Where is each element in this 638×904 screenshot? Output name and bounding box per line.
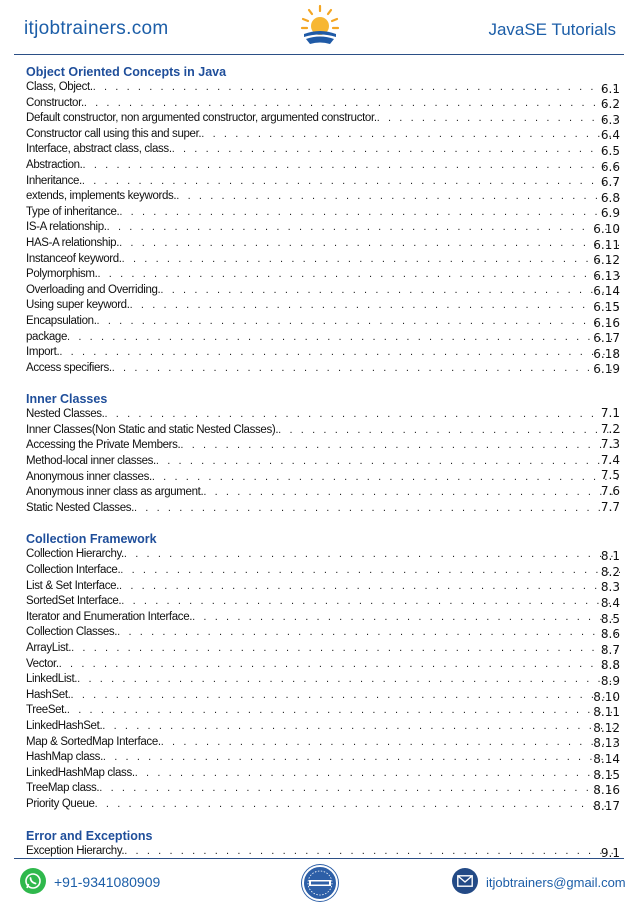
toc-entry [26, 797, 620, 813]
toc-entry [26, 766, 620, 782]
toc-page-number: 8.9 [600, 673, 620, 688]
section-gap [26, 813, 620, 828]
dot-leader [130, 298, 620, 314]
dot-leader [122, 252, 620, 268]
toc-page-number: 6.8 [600, 190, 620, 205]
toc-page-number: 7.4 [600, 452, 620, 467]
toc-entry-label: Overloading and Overriding. [26, 283, 161, 296]
toc-entry [26, 189, 620, 205]
toc-entry-label: Method-local inner classes. [26, 455, 156, 468]
toc-page-number: 6.12 [593, 253, 620, 268]
toc-entry-label: Constructor call using this and super. [26, 127, 202, 140]
toc-entry [26, 470, 620, 486]
section-title: Collection Framework [26, 532, 157, 547]
toc-page-number: 8.8 [600, 658, 620, 673]
toc-entry-label: ArrayList. [26, 642, 72, 654]
toc-entry-label: Instanceof keyword. [26, 252, 122, 265]
dot-leader [71, 688, 620, 704]
toc-entry [26, 314, 620, 330]
toc-page-number: 6.16 [593, 315, 620, 330]
dot-leader [172, 142, 620, 158]
toc-page-number: 6.5 [600, 143, 620, 158]
toc-entry-label: Access specifiers. [26, 361, 112, 374]
dot-leader [107, 220, 620, 236]
toc-entry [26, 298, 620, 314]
toc-entry [26, 267, 620, 283]
toc-page-number: 8.14 [593, 751, 620, 766]
dot-leader [82, 174, 620, 190]
toc-entry-label: Collection Interface. [26, 564, 121, 577]
dot-leader [156, 454, 620, 470]
series-title: JavaSE Tutorials [488, 20, 616, 39]
toc-section [26, 828, 620, 860]
toc-page-number: 7.6 [600, 483, 620, 498]
toc-page-number: 6.18 [593, 346, 620, 361]
toc-entry-label: Using super keyword. [26, 299, 130, 312]
page-header [0, 0, 638, 56]
toc-entry [26, 844, 620, 860]
site-name: itjobtrainers.com [24, 18, 169, 39]
dot-leader [77, 672, 620, 688]
toc-page-number: 6.19 [593, 362, 620, 377]
toc-page-number: 8.2 [600, 564, 620, 579]
dot-leader [278, 423, 620, 439]
dot-leader [119, 205, 620, 221]
dot-leader [161, 735, 620, 751]
dot-leader [180, 438, 620, 454]
dot-leader [121, 594, 620, 610]
dot-leader [59, 345, 620, 361]
toc-entry-label: Polymorphism. [26, 268, 98, 281]
dot-leader [103, 750, 620, 766]
section-title: Object Oriented Concepts in Java [26, 65, 227, 79]
toc-entry-label: Collection Classes. [26, 626, 118, 639]
toc-entry [26, 579, 620, 595]
toc-entry-label: Accessing the Private Members. [26, 439, 181, 452]
toc-entry [26, 625, 620, 641]
toc-entry-label: Import. [26, 346, 60, 359]
toc-entry-label: Encapsulation. [26, 314, 97, 327]
toc-entry-label: HashSet. [26, 688, 71, 701]
toc-page-number: 8.6 [600, 627, 620, 642]
toc-entry [26, 547, 620, 563]
toc-page-number: 8.15 [593, 767, 620, 782]
toc-entry [26, 563, 620, 579]
toc-entry-label: Vector. [26, 657, 59, 670]
email-address: itjobtrainers@gmail.com [486, 875, 626, 890]
toc-page-number: 7.7 [600, 499, 620, 514]
toc-page-number: 8.4 [600, 595, 620, 610]
dot-leader [117, 625, 620, 641]
toc-entry-label: HAS-A relationship. [26, 236, 120, 249]
toc-entry [26, 610, 620, 626]
toc-entry-label: extends, implements keywords. [26, 190, 177, 203]
toc-entry-label: Iterator and Enumeration Interface. [26, 610, 193, 623]
toc-entry-label: Class, Object. [26, 81, 93, 93]
header-divider [14, 54, 624, 55]
dot-leader [95, 797, 620, 813]
toc-entry-label: Static Nested Classes. [26, 501, 134, 514]
toc-page-number: 8.7 [600, 642, 620, 657]
toc-entry [26, 205, 620, 221]
toc-entry-label: Inner Classes(Non Static and static Nested Classes). [26, 423, 279, 436]
toc-entry [26, 330, 620, 346]
toc-entry [26, 641, 620, 657]
toc-page-number: 6.14 [593, 284, 620, 299]
toc-entry-label: TreeSet. [26, 704, 67, 717]
dot-leader [176, 189, 620, 205]
toc-page-number: 8.16 [593, 783, 620, 798]
toc-page-number: 6.6 [600, 159, 620, 174]
toc-page-number: 8.10 [593, 689, 620, 704]
toc-page-number: 8.1 [600, 549, 620, 564]
dot-leader [203, 485, 620, 501]
toc-entry-label: Map & SortedMap Interface. [26, 735, 161, 748]
toc-page-number: 8.17 [593, 798, 620, 813]
dot-leader [102, 719, 620, 735]
dot-leader [120, 563, 620, 579]
toc-page-number: 8.5 [600, 611, 620, 626]
toc-entry [26, 657, 620, 673]
toc-page-number: 6.11 [593, 237, 620, 252]
mail-icon [452, 868, 478, 894]
toc-entry [26, 80, 620, 96]
toc-section [26, 391, 620, 516]
toc-entry-label: Abstraction. [26, 158, 83, 171]
toc-entry-label: HashMap class. [26, 751, 103, 764]
toc-page-number: 8.3 [600, 580, 620, 595]
toc-entry-label: LinkedHashSet. [26, 719, 103, 732]
dot-leader [119, 579, 620, 595]
dot-leader [67, 703, 620, 719]
whatsapp-icon [20, 868, 46, 894]
toc-entry-label: LinkedList. [26, 673, 78, 686]
footer-divider [14, 858, 624, 859]
toc-entry-label: LinkedHashMap class. [26, 766, 135, 779]
toc-entry [26, 96, 620, 112]
toc-page-number: 8.13 [593, 736, 620, 751]
toc-page-number: 6.1 [600, 81, 620, 96]
toc-entry-label: Constructor. [26, 96, 84, 109]
dot-leader [97, 314, 620, 330]
toc-entry [26, 127, 620, 143]
dot-leader [93, 80, 620, 96]
table-of-contents [26, 64, 620, 859]
dot-leader [67, 330, 620, 346]
toc-entry-label: Default constructor, non argumented constructor, argumented constructor. [26, 112, 377, 125]
toc-page-number: 7.2 [600, 421, 620, 436]
toc-page-number: 6.9 [600, 206, 620, 221]
dot-leader [71, 641, 620, 657]
toc-entry [26, 407, 620, 423]
toc-entry [26, 688, 620, 704]
toc-entry-label: Collection Hierarchy. [26, 548, 124, 561]
toc-entry [26, 750, 620, 766]
toc-page-number: 6.4 [600, 128, 620, 143]
toc-entry [26, 781, 620, 797]
dot-leader [59, 657, 620, 673]
dot-leader [119, 236, 620, 252]
toc-entry [26, 142, 620, 158]
dot-leader [152, 470, 620, 486]
toc-entry-label: List & Set Interface. [26, 579, 120, 592]
toc-entry [26, 703, 620, 719]
toc-entry-label: Nested Classes. [26, 408, 105, 421]
toc-page-number: 6.2 [600, 97, 620, 112]
toc-page-number: 8.12 [593, 720, 620, 735]
dot-leader [104, 407, 620, 423]
dot-leader [124, 844, 620, 860]
page-footer [0, 862, 638, 897]
toc-section [26, 64, 620, 376]
dot-leader [160, 283, 620, 299]
section-gap [26, 376, 620, 391]
toc-entry-label: TreeMap class. [26, 782, 100, 795]
toc-entry [26, 158, 620, 174]
toc-page-number: 7.5 [600, 468, 620, 483]
dot-leader [135, 766, 620, 782]
toc-entry [26, 485, 620, 501]
sun-logo-icon [300, 4, 340, 48]
toc-entry [26, 220, 620, 236]
toc-page-number: 6.7 [600, 175, 620, 190]
toc-entry [26, 438, 620, 454]
toc-entry-label: Priority Queue [26, 797, 95, 810]
toc-page-number: 6.3 [600, 112, 620, 127]
toc-entry [26, 719, 620, 735]
toc-entry-label: Interface, abstract class, class. [26, 143, 172, 156]
section-title: Error and Exceptions [26, 828, 153, 843]
toc-entry [26, 594, 620, 610]
toc-page-number: 6.13 [593, 268, 620, 283]
dot-leader [84, 96, 620, 112]
toc-entry [26, 501, 620, 517]
toc-page-number: 7.1 [600, 405, 620, 420]
certified-stamp-icon [302, 865, 338, 901]
toc-entry-label: package [26, 330, 68, 343]
toc-section [26, 531, 620, 812]
dot-leader [201, 127, 620, 143]
toc-entry-label: IS-A relationship. [26, 221, 107, 234]
toc-entry [26, 454, 620, 470]
section-title: Inner Classes [26, 392, 108, 407]
toc-entry-label: Anonymous inner class as argument. [26, 486, 204, 499]
toc-page-number: 7.3 [600, 437, 620, 452]
dot-leader [124, 547, 620, 563]
toc-entry-label: SortedSet Interface. [26, 595, 122, 608]
toc-entry [26, 111, 620, 127]
toc-entry [26, 174, 620, 190]
toc-entry [26, 423, 620, 439]
dot-leader [192, 610, 620, 626]
toc-entry [26, 735, 620, 751]
toc-page-number: 9.1 [600, 846, 620, 861]
toc-entry [26, 361, 620, 377]
dot-leader [112, 361, 620, 377]
toc-entry-label: Exception Hierarchy. [26, 844, 125, 857]
phone-number: +91-9341080909 [54, 874, 161, 890]
toc-entry [26, 236, 620, 252]
toc-page-number: 6.15 [593, 299, 620, 314]
dot-leader [377, 111, 620, 127]
dot-leader [134, 501, 620, 517]
toc-page-number: 6.10 [593, 221, 620, 236]
toc-entry [26, 252, 620, 268]
toc-page-number: 6.17 [593, 331, 620, 346]
toc-entry [26, 283, 620, 299]
toc-entry [26, 345, 620, 361]
dot-leader [98, 267, 621, 283]
toc-page-number: 8.11 [593, 705, 620, 720]
dot-leader [83, 158, 620, 174]
toc-entry-label: Anonymous inner classes. [26, 470, 152, 483]
dot-leader [99, 781, 620, 797]
section-gap [26, 516, 620, 531]
toc-entry-label: Type of inheritance. [26, 205, 120, 218]
toc-entry [26, 672, 620, 688]
toc-entry-label: Inheritance. [26, 174, 82, 187]
